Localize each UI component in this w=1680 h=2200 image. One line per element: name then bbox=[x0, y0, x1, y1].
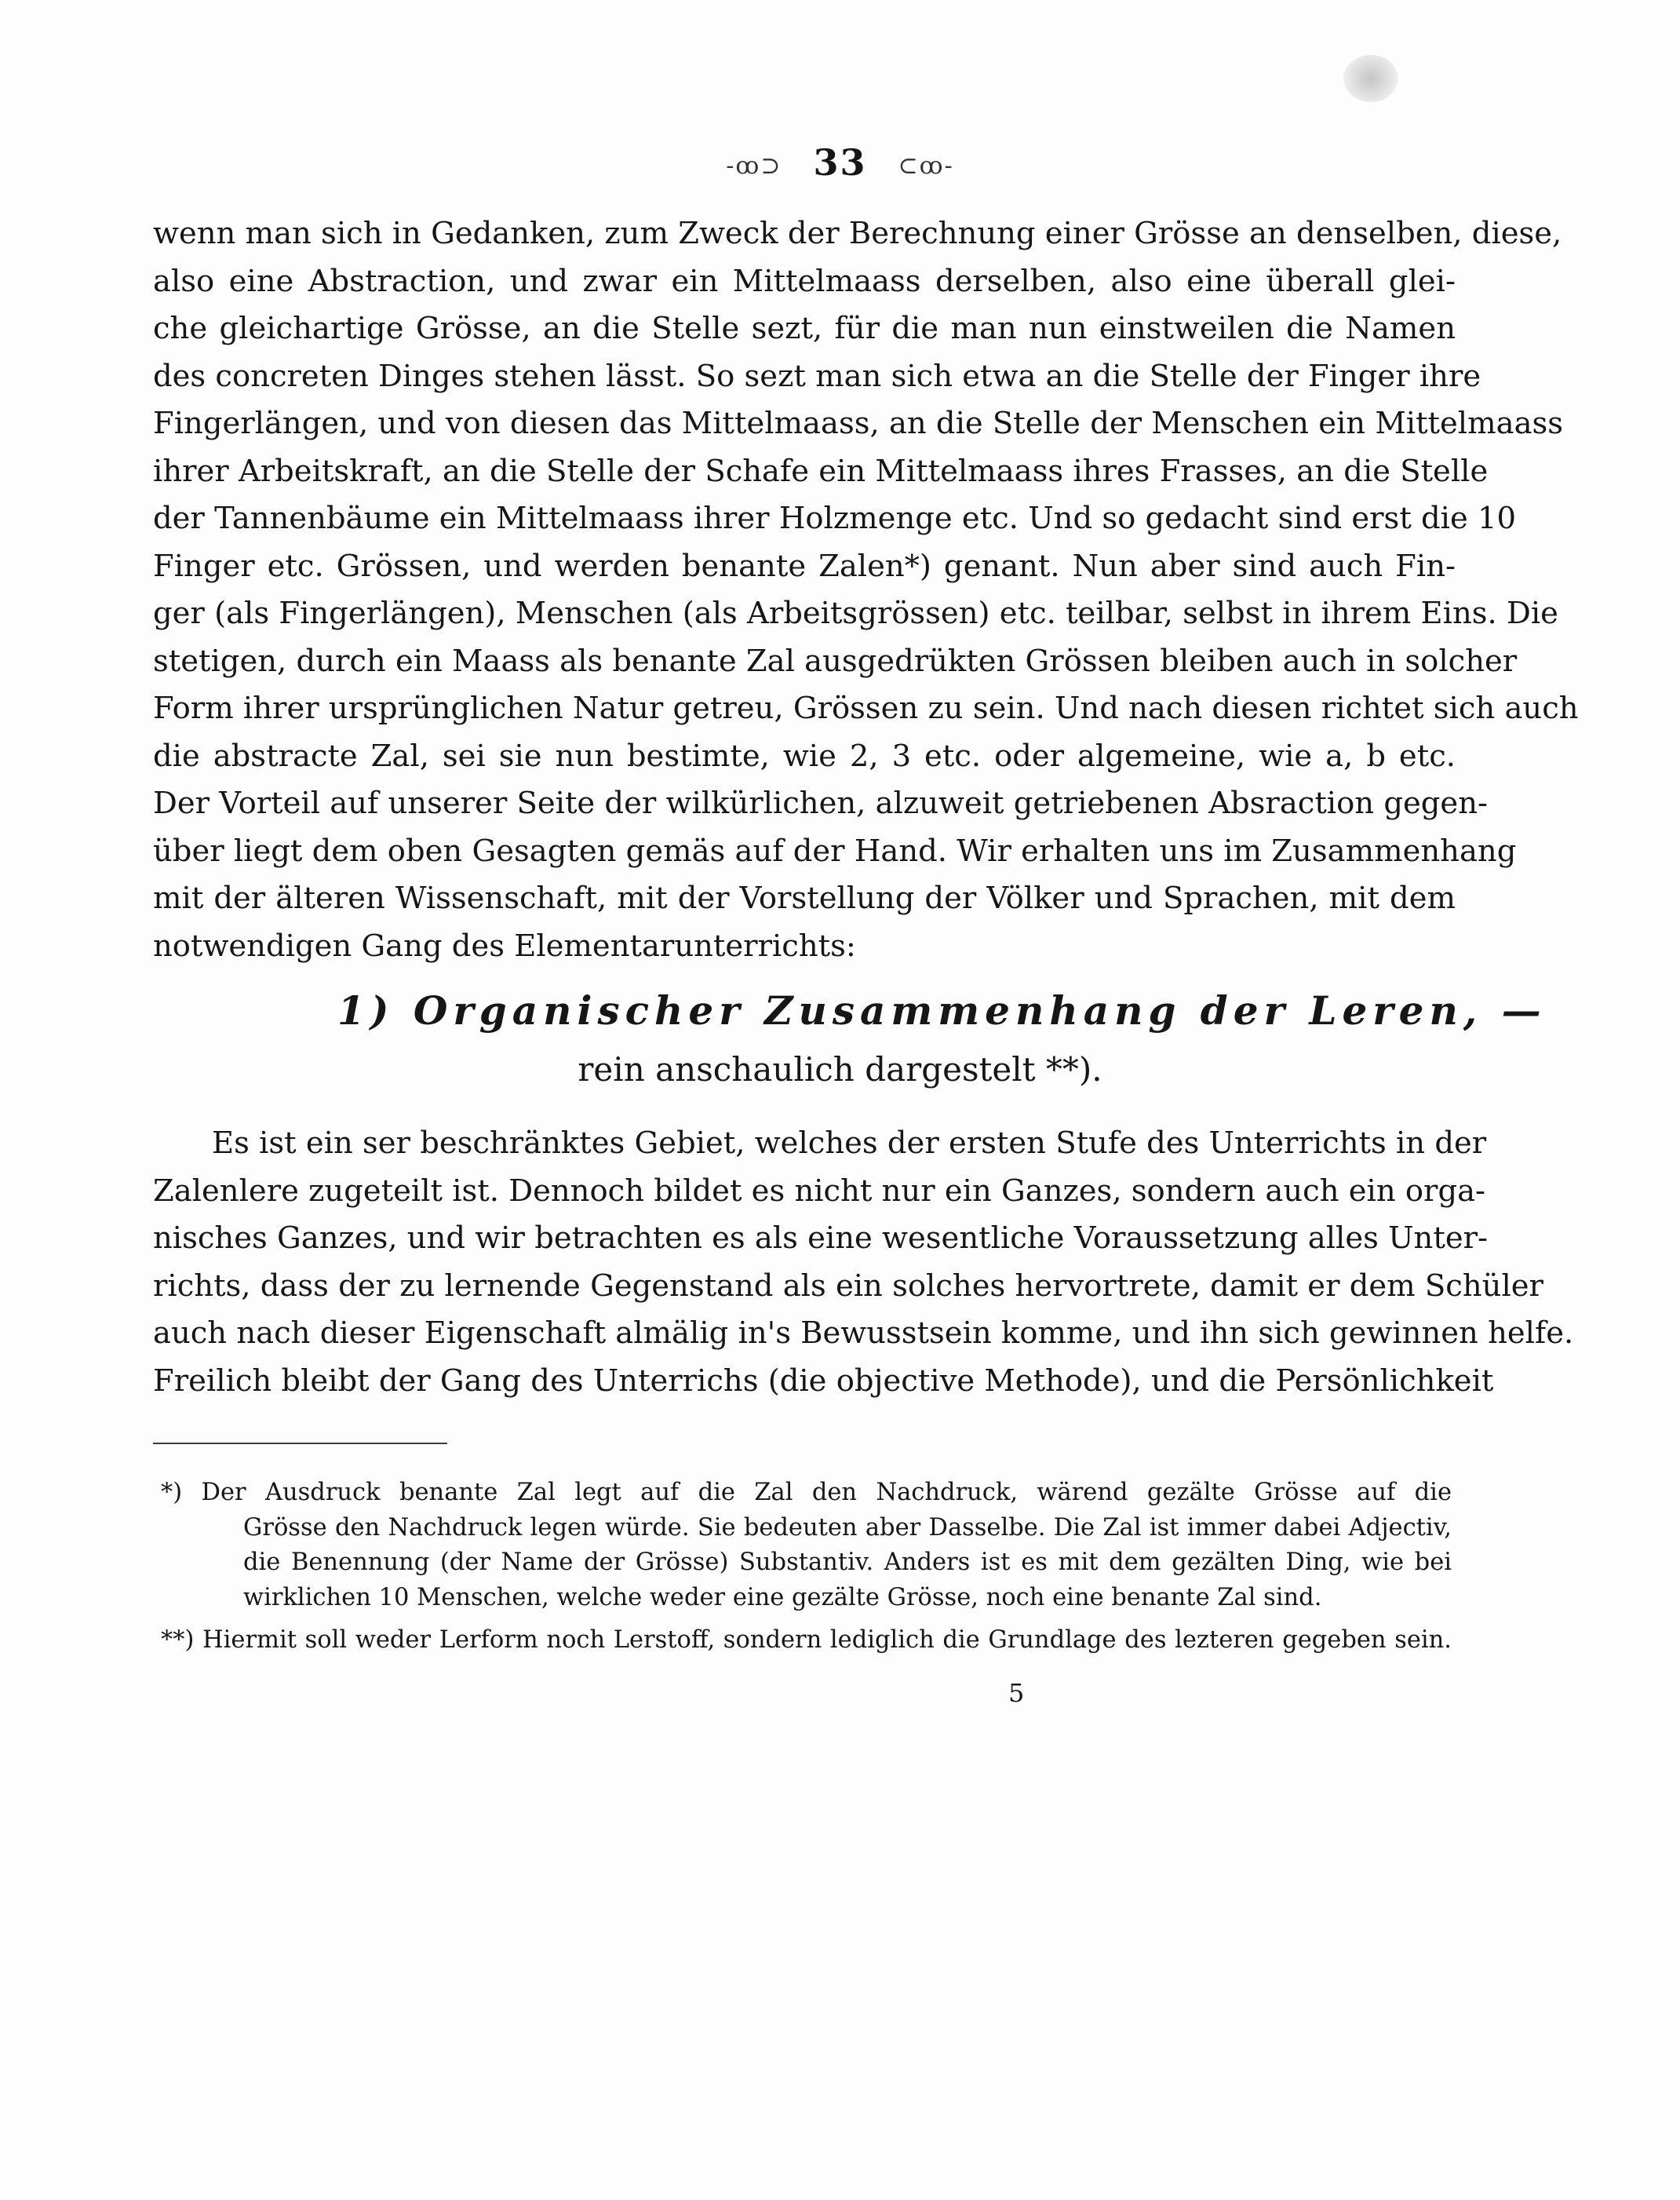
paragraph-1 bbox=[153, 210, 1579, 970]
footnote-line: **) Hiermit soll weder Lerform noch Lerstoff, sondern lediglich die Grundlage des lezteren gegeben sein. bbox=[161, 1626, 1452, 1654]
text-line: des concreten Dinges stehen lässt. So sezt man sich etwa an die Stelle der Finger ihre bbox=[153, 358, 1481, 394]
text-line: Freilich bleibt der Gang des Unterrichs (die objective Methode), und die Persönlichkeit bbox=[153, 1363, 1494, 1399]
text-line: Finger etc. Grössen, und werden benante Zalen*) genant. Nun aber sind auch Fin- bbox=[153, 548, 1456, 584]
section-subheading: rein anschaulich dargestelt **). bbox=[578, 1050, 1102, 1089]
text-line: auch nach dieser Eigenschaft almälig in's Bewusstsein komme, und ihn sich gewinnen helfe. bbox=[153, 1315, 1574, 1351]
footnote-divider bbox=[153, 1443, 447, 1444]
text-line: Zalenlere zugeteilt ist. Dennoch bildet es nicht nur ein Ganzes, sondern auch ein orga- bbox=[153, 1173, 1486, 1209]
text-line: che gleichartige Grösse, an die Stelle sezt, für die man nun einstweilen die Namen bbox=[153, 311, 1456, 346]
page-header bbox=[0, 141, 1680, 184]
ornament-left-icon: -ꝏ⊃ bbox=[726, 151, 782, 180]
text-line: nisches Ganzes, und wir betrachten es als eine wesentliche Voraussetzung alles Unter- bbox=[153, 1220, 1489, 1256]
ink-smudge bbox=[1343, 55, 1398, 102]
footnote-2 bbox=[161, 1623, 1452, 1658]
text-line: Es ist ein ser beschränktes Gebiet, welches der ersten Stufe des Unterrichts in der bbox=[212, 1126, 1487, 1161]
ornament-right-icon: ⊂ꝏ- bbox=[898, 151, 954, 180]
text-line: ihrer Arbeitskraft, an die Stelle der Schafe ein Mittelmaass ihres Frasses, an die Stelle bbox=[153, 453, 1489, 489]
text-line: richts, dass der zu lernende Gegenstand als ein solches hervortrete, damit er dem Schüler bbox=[153, 1268, 1543, 1304]
text-line: Der Vorteil auf unserer Seite der wilkürlichen, alzuweit getriebenen Absraction gegen- bbox=[153, 786, 1488, 821]
paragraph-2 bbox=[153, 1120, 1574, 1405]
text-line: also eine Abstraction, und zwar ein Mittelmaass derselben, also eine überall glei- bbox=[153, 263, 1456, 299]
text-line: wenn man sich in Gedanken, zum Zweck der Berechnung einer Grösse an denselben, diese, bbox=[153, 216, 1562, 251]
text-line: die abstracte Zal, sei sie nun bestimte, wie 2, 3 etc. oder algemeine, wie a, b etc. bbox=[153, 738, 1456, 774]
text-line: Fingerlängen, und von diesen das Mittelmaass, an die Stelle der Menschen ein Mittelmaass bbox=[153, 406, 1564, 441]
page-number: 33 bbox=[813, 141, 867, 184]
text-line: notwendigen Gang des Elementarunterrichts: bbox=[153, 928, 856, 964]
signature-mark: 5 bbox=[1008, 1678, 1025, 1708]
text-line: mit der älteren Wissenschaft, mit der Vorstellung der Völker und Sprachen, mit dem bbox=[153, 881, 1456, 916]
text-line: ger (als Fingerlängen), Menschen (als Arbeitsgrössen) etc. teilbar, selbst in ihrem Eins. Die bbox=[153, 596, 1558, 631]
footnote-line: Grösse den Nachdruck legen würde. Sie bedeuten aber Dasselbe. Die Zal ist immer dabei Adjectiv, bbox=[243, 1513, 1452, 1541]
footnote-line: *) Der Ausdruck benante Zal legt auf die Zal den Nachdruck, wärend gezälte Grösse auf die bbox=[161, 1479, 1452, 1506]
section-heading: 1) Organischer Zusammenhang der Leren, — bbox=[337, 987, 1547, 1034]
footnote-1 bbox=[161, 1476, 1452, 1615]
footnote-line: die Benennung (der Name der Grösse) Substantiv. Anders ist es mit dem gezälten Ding, wie bei bbox=[243, 1549, 1452, 1576]
text-line: über liegt dem oben Gesagten gemäs auf der Hand. Wir erhalten uns im Zusammenhang bbox=[153, 833, 1517, 869]
footnote-line: wirklichen 10 Menschen, welche weder eine gezälte Grösse, noch eine benante Zal sind. bbox=[243, 1583, 1322, 1611]
text-line: Form ihrer ursprünglichen Natur getreu, Grössen zu sein. Und nach diesen richtet sich auch bbox=[153, 691, 1579, 726]
text-line: der Tannenbäume ein Mittelmaass ihrer Holzmenge etc. Und so gedacht sind erst die 10 bbox=[153, 501, 1516, 536]
text-line: stetigen, durch ein Maass als benante Zal ausgedrükten Grössen bleiben auch in solcher bbox=[153, 643, 1518, 679]
footnotes bbox=[161, 1476, 1452, 1658]
